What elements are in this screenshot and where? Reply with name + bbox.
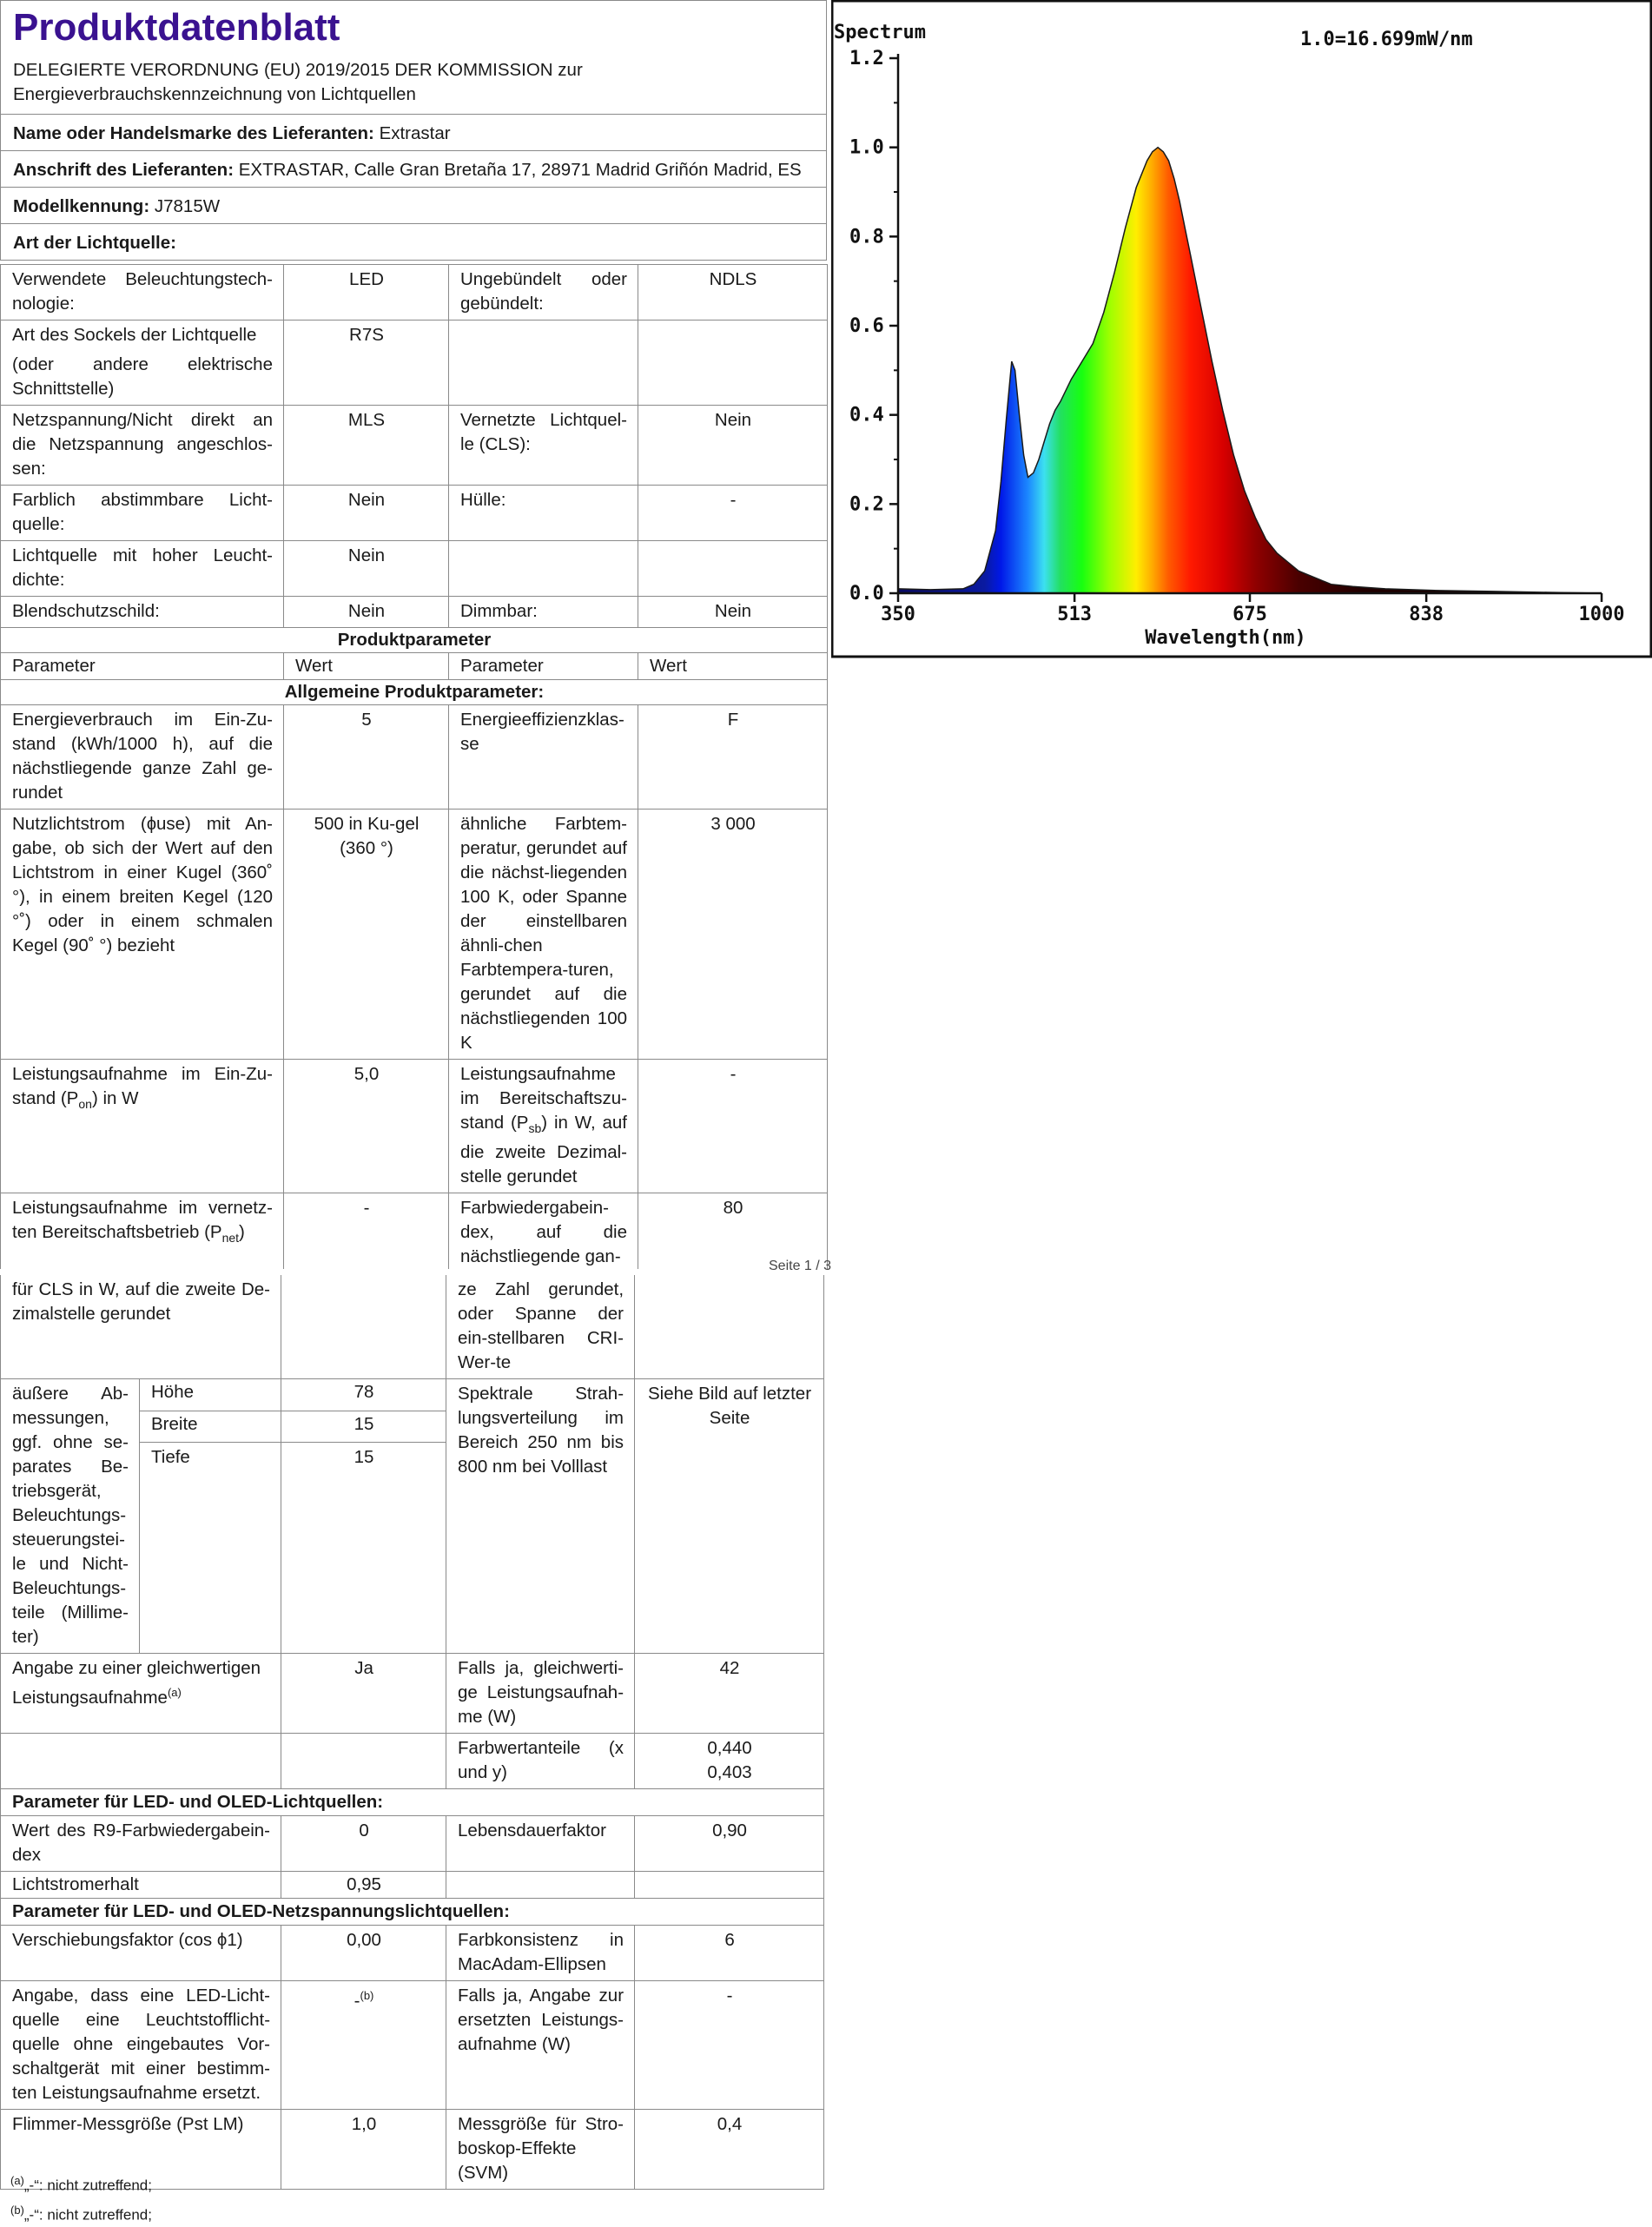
param-cell: Farblich abstimmbare Licht-quelle: <box>1 486 284 541</box>
text-part: - <box>354 1990 360 2011</box>
page-title: Produktdatenblatt <box>13 6 340 49</box>
value-cell <box>638 321 828 406</box>
value-cell: LED <box>284 265 449 321</box>
x-tick-label: 1000 <box>1578 604 1625 625</box>
y-tick-label: 0.2 <box>849 493 884 516</box>
value-cell: F <box>638 705 828 810</box>
x-tick-label: 675 <box>1232 604 1267 625</box>
subscript: net <box>221 1231 240 1246</box>
value-cell <box>638 541 828 597</box>
regulation-line-1: DELEGIERTE VERORDNUNG (EU) 2019/2015 DER KOMMISSION zur <box>13 60 583 80</box>
x-axis-label: Wavelength(nm) <box>1145 627 1306 649</box>
table-row <box>1 541 828 597</box>
param-cell <box>449 1060 638 1193</box>
value-cell <box>635 1275 824 1379</box>
x-tick-label: 350 <box>881 604 915 625</box>
section-row <box>1 628 828 653</box>
value-cell: 500 in Ku-gel (360 °) <box>284 810 449 1060</box>
section-heading: Allgemeine Produktparameter: <box>1 680 828 705</box>
value-cell: Ja <box>281 1654 446 1734</box>
param-cell: Lichtstromerhalt <box>1 1872 281 1899</box>
value-cell: - <box>284 1193 449 1270</box>
param-cell: Falls ja, gleichwerti-ge Leistungsaufnah-me (W) <box>446 1654 635 1734</box>
param-cell <box>446 1872 635 1899</box>
dim-value: 78 <box>281 1379 446 1411</box>
param-cell: äußere Ab-messungen, ggf. ohne se-parates Be-triebsgerät, Beleuchtungs-steuerungstei-le und Nicht-Beleuchtungs-teile (Millime-ter) <box>1 1379 140 1654</box>
param-cell <box>1 321 284 406</box>
col-header-value: Wert <box>284 653 449 680</box>
x-tick-label: 838 <box>1409 604 1444 625</box>
text-part: ) <box>239 1222 245 1243</box>
footnote-text: „-“: nicht zutreffend; <box>23 2177 152 2194</box>
page-number: Seite 1 / 3 <box>769 1259 832 1273</box>
value-cell: 0,00 <box>281 1926 446 1981</box>
value-cell: 0,95 <box>281 1872 446 1899</box>
value-cell: 42 <box>635 1654 824 1734</box>
table-row <box>1 1926 824 1981</box>
footnote-mark: (a) <box>10 2174 24 2187</box>
section-heading: Produktparameter <box>1 628 828 653</box>
param-cell: Nutzlichtstrom (ɸuse) mit An-gabe, ob sich der Wert auf den Lichtstrom in einer Kugel (360˚ °), in einem breiten Kegel (120 °˚) oder in einem schmalen Kegel (90˚ °) bezieht <box>1 810 284 1060</box>
y-tick-label: 1.0 <box>849 136 884 159</box>
socket-note: (oder andere elektrische Schnittstelle) <box>12 354 273 399</box>
supplier-name-row <box>1 115 826 151</box>
table-row <box>1 1060 828 1193</box>
spectrum-svg <box>831 0 1652 660</box>
footnotes <box>10 2169 152 2227</box>
column-header-row <box>1 653 828 680</box>
y-tick-label: 0.6 <box>849 315 884 337</box>
regulation-line-2: Energieverbrauchskennzeichnung von Lichtquellen <box>13 84 416 104</box>
value-cell: 3 000 <box>638 810 828 1060</box>
param-cell: Lebensdauerfaktor <box>446 1816 635 1872</box>
dim-label: Breite <box>140 1411 281 1443</box>
param-cell: Angabe, dass eine LED-Licht-quelle eine Leuchtstofflicht-quelle ohne eingebautes Vor-schaltgerät mit einer bestimm-ten Leistungsaufnahme ersetzt. <box>1 1981 281 2110</box>
table-row <box>1 597 828 628</box>
value-cell: Nein <box>284 486 449 541</box>
table-row <box>1 486 828 541</box>
table-row <box>1 810 828 1060</box>
supplier-name-value: Extrastar <box>379 123 451 143</box>
table-row <box>1 1193 828 1270</box>
col-header-param: Parameter <box>449 653 638 680</box>
y-tick-label: 0.0 <box>849 583 884 605</box>
table-row <box>1 1816 824 1872</box>
table-row <box>1 705 828 810</box>
table-row <box>1 1981 824 2110</box>
subscript: sb <box>528 1121 542 1136</box>
table-row <box>1 406 828 486</box>
section-row <box>1 1789 824 1816</box>
param-cell: Netzspannung/Nicht direkt an die Netzspannung angeschlos-sen: <box>1 406 284 486</box>
parameter-table-page1 <box>0 264 828 1269</box>
value-cell: - <box>638 1060 828 1193</box>
section-row <box>1 1899 824 1926</box>
text-part: Leistungsaufnahme im vernetz-ten Bereitschaftsbetrieb (P <box>12 1198 273 1243</box>
param-cell: Energieverbrauch im Ein-Zu-stand (kWh/1000 h), auf die nächstliegende ganze Zahl ge-rundet <box>1 705 284 810</box>
value-cell: 1,0 <box>281 2110 446 2190</box>
value-cell: Nein <box>638 597 828 628</box>
model-value: J7815W <box>154 196 221 216</box>
y-tick-label: 0.4 <box>849 404 884 426</box>
value-cell: Nein <box>638 406 828 486</box>
parameter-table-page2 <box>0 1275 824 2190</box>
value-cell: 5 <box>284 705 449 810</box>
value-cell <box>281 1981 446 2110</box>
dim-value: 15 <box>281 1411 446 1443</box>
param-cell: Dimmbar: <box>449 597 638 628</box>
text-part: Angabe zu einer gleichwertigen Leistungsaufnahme <box>12 1658 261 1708</box>
param-cell: Wert des R9-Farbwiedergabein-dex <box>1 1816 281 1872</box>
param-cell: Verschiebungsfaktor (cos ϕ1) <box>1 1926 281 1981</box>
dim-label: Höhe <box>140 1379 281 1411</box>
dim-value: 15 <box>281 1443 446 1654</box>
superscript: (a) <box>167 1686 182 1699</box>
param-cell: Farbwiedergabein-dex, auf die nächstliegende gan- <box>449 1193 638 1270</box>
section-row <box>1 680 828 705</box>
subscript: on <box>78 1097 92 1112</box>
param-cell <box>1 1193 284 1270</box>
value-cell: - <box>638 486 828 541</box>
param-cell: Blendschutzschild: <box>1 597 284 628</box>
param-cell <box>1 1734 281 1789</box>
header-block <box>0 0 827 261</box>
footnote-text: „-“: nicht zutreffend; <box>23 2206 152 2224</box>
value-cell: 6 <box>635 1926 824 1981</box>
param-cell <box>449 541 638 597</box>
value-cell: Siehe Bild auf letzter Seite <box>635 1379 824 1654</box>
param-cell <box>1 1060 284 1193</box>
section-heading: Parameter für LED- und OLED-Lichtquellen: <box>1 1789 824 1816</box>
footnote-b <box>10 2198 152 2227</box>
param-cell <box>449 321 638 406</box>
text-part: Leistungsaufnahme im Bereitschaftszu-stand (P <box>460 1064 627 1133</box>
y-value: 0,403 <box>707 1762 752 1782</box>
text-part: ) in W <box>91 1088 139 1108</box>
footnote-mark: (b) <box>10 2203 24 2217</box>
param-cell: Farbkonsistenz in MacAdam-Ellipsen <box>446 1926 635 1981</box>
regulation-text <box>1 51 826 115</box>
supplier-address-value: EXTRASTAR, Calle Gran Bretaña 17, 28971 Madrid Griñón Madrid, ES <box>238 160 802 180</box>
value-cell <box>281 1275 446 1379</box>
superscript: (b) <box>360 1989 374 2002</box>
value-cell: 0 <box>281 1816 446 1872</box>
param-cell: Falls ja, Angabe zur ersetzten Leistungs-aufnahme (W) <box>446 1981 635 2110</box>
supplier-address-row <box>1 151 826 188</box>
table-row <box>1 265 828 321</box>
text-part: ) in W, auf die zweite Dezimal-stelle gerundet <box>460 1113 627 1187</box>
value-cell <box>635 1872 824 1899</box>
table-row <box>1 321 828 406</box>
x-tick-label: 513 <box>1057 604 1092 625</box>
col-header-value: Wert <box>638 653 828 680</box>
text-part: Leistungsaufnahme im Ein-Zu-stand (P <box>12 1064 273 1108</box>
param-cell: ähnliche Farbtem-peratur, gerundet auf die nächst-liegenden 100 K, oder Spanne der einstellbaren ähnli-chen Farbtempera-turen, gerundet auf die nächstliegenden 100 K <box>449 810 638 1060</box>
value-cell <box>635 1734 824 1789</box>
light-source-type-heading: Art der Lichtquelle: <box>1 224 826 261</box>
param-cell: Messgröße für Stro-boskop-Effekte (SVM) <box>446 2110 635 2190</box>
y-tick-label: 1.2 <box>849 48 884 69</box>
value-cell: Nein <box>284 541 449 597</box>
spectrum-chart <box>831 0 1652 660</box>
param-cell: Spektrale Strah-lungsverteilung im Bereich 250 nm bis 800 nm bei Volllast <box>446 1379 635 1654</box>
value-cell: - <box>635 1981 824 2110</box>
supplier-name-label: Name oder Handelsmarke des Lieferanten: <box>13 123 374 143</box>
y-tick-label: 0.8 <box>849 226 884 248</box>
value-cell: 80 <box>638 1193 828 1270</box>
chart-annotation: 1.0=16.699mW/nm <box>1300 29 1473 50</box>
x-value: 0,440 <box>707 1738 752 1758</box>
value-cell: Nein <box>284 597 449 628</box>
table-row <box>1 1872 824 1899</box>
param-cell: Farbwertanteile (x und y) <box>446 1734 635 1789</box>
model-row <box>1 188 826 224</box>
socket-label: Art des Sockels der Lichtquelle <box>12 325 257 345</box>
param-cell: für CLS in W, auf die zweite De-zimalstelle gerundet <box>1 1275 281 1379</box>
chart-title: Spectrum <box>834 22 926 43</box>
table-row <box>1 1275 824 1379</box>
value-cell: NDLS <box>638 265 828 321</box>
param-cell: Vernetzte Lichtquel-le (CLS): <box>449 406 638 486</box>
value-cell: R7S <box>284 321 449 406</box>
section-heading: Parameter für LED- und OLED-Netzspannungslichtquellen: <box>1 1899 824 1926</box>
param-cell: Energieeffizienzklas-se <box>449 705 638 810</box>
col-header-param: Parameter <box>1 653 284 680</box>
param-cell: Verwendete Beleuchtungstech-nologie: <box>1 265 284 321</box>
value-cell: MLS <box>284 406 449 486</box>
table-row <box>1 1734 824 1789</box>
param-cell <box>1 1654 281 1734</box>
table-row <box>1 1379 824 1411</box>
supplier-address-label: Anschrift des Lieferanten: <box>13 160 235 180</box>
model-label: Modellkennung: <box>13 196 150 216</box>
param-cell: Hülle: <box>449 486 638 541</box>
footnote-a <box>10 2169 152 2198</box>
param-cell: Ungebündelt oder gebündelt: <box>449 265 638 321</box>
table-row <box>1 1654 824 1734</box>
param-cell: ze Zahl gerundet, oder Spanne der ein-stellbaren CRI-Wer-te <box>446 1275 635 1379</box>
param-cell: Flimmer-Messgröße (Pst LM) <box>1 2110 281 2190</box>
value-cell: 5,0 <box>284 1060 449 1193</box>
param-cell: Lichtquelle mit hoher Leucht-dichte: <box>1 541 284 597</box>
dim-label: Tiefe <box>140 1443 281 1654</box>
value-cell: 0,4 <box>635 2110 824 2190</box>
value-cell: 0,90 <box>635 1816 824 1872</box>
value-cell <box>281 1734 446 1789</box>
